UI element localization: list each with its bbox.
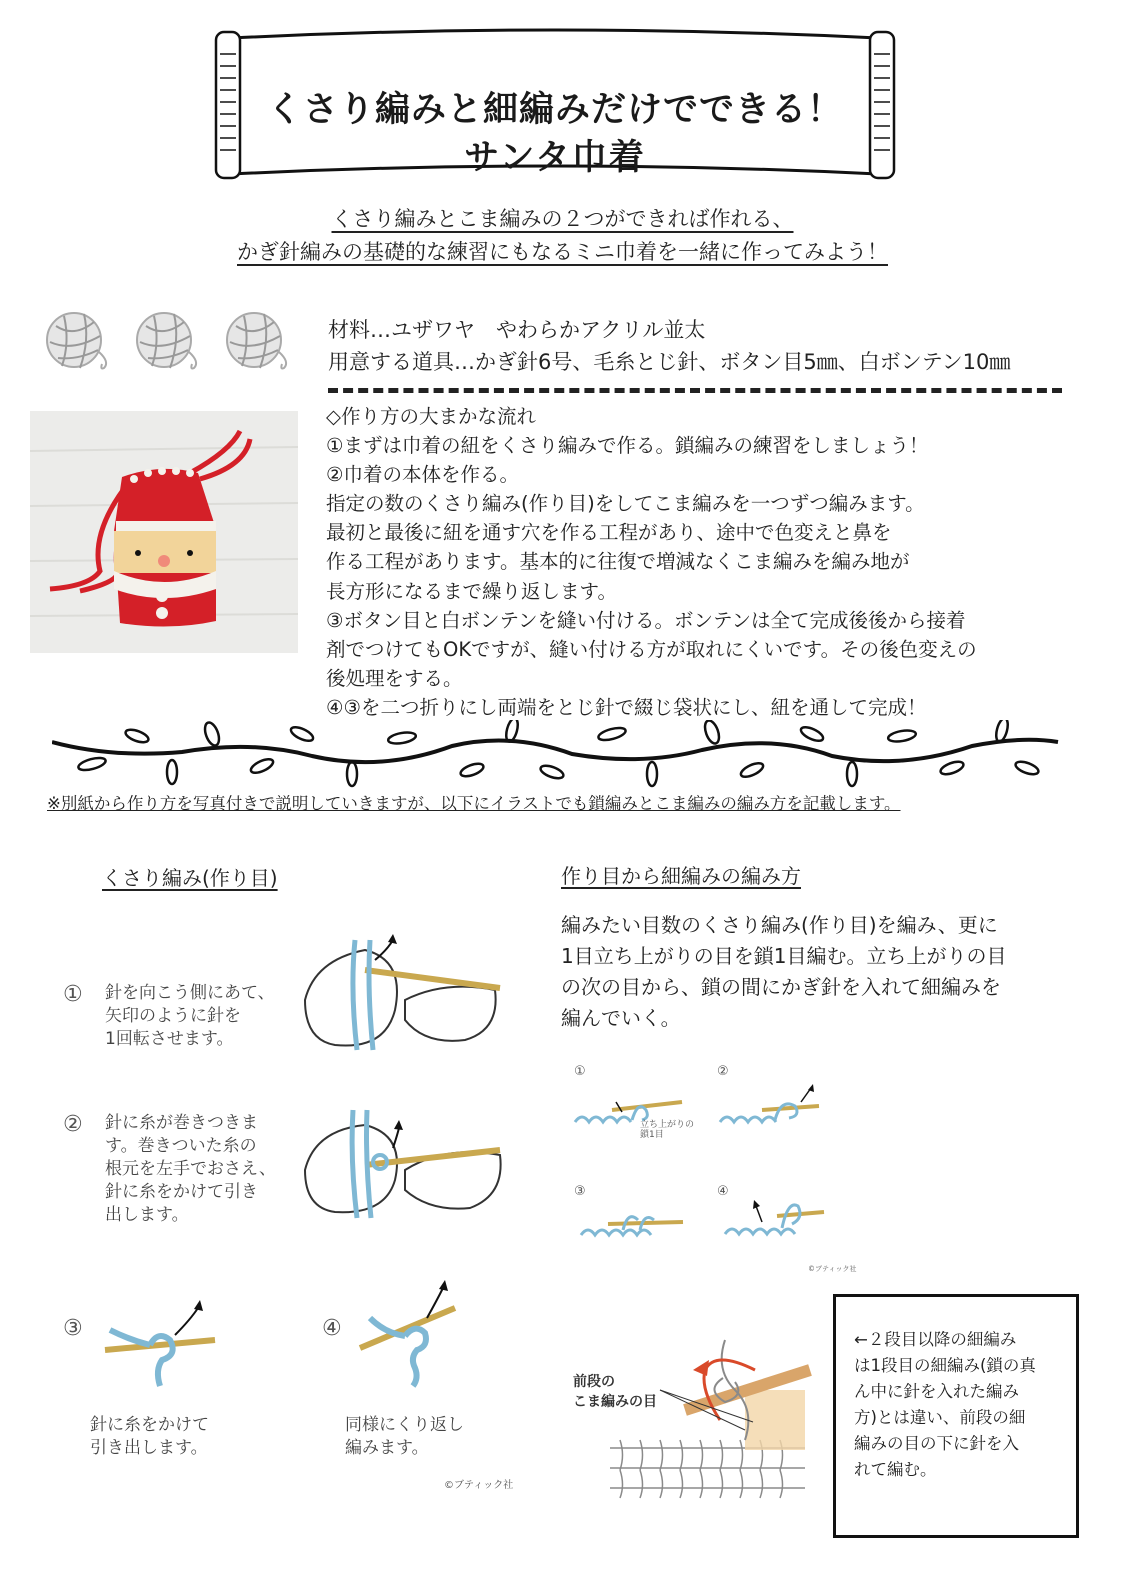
note-line: 編みの目の下に針を入 [854, 1434, 1019, 1453]
step-text-line: 編みます。 [345, 1438, 429, 1458]
chain-step-4-text [345, 1414, 464, 1460]
note-line: ん中に針を入れた編み [854, 1382, 1019, 1401]
description-line: 編んでいく。 [561, 1006, 681, 1030]
process-line: ①まずは巾着の紐をくさり編みで作る。鎖編みの練習をしましょう！ [326, 434, 929, 458]
step-text-line: 針に糸をかけて引き [105, 1182, 258, 1202]
step-number: ④ [322, 1316, 342, 1341]
description-line: 1目立ち上がりの目を鎖1目編む。立ち上がりの目 [561, 944, 1007, 968]
intro-line-1 [0, 203, 1125, 233]
back-row-note-text [854, 1327, 1036, 1483]
step-number: ② [63, 1112, 83, 1137]
back-stitch-illustration [605, 1330, 815, 1500]
chain-step-2-illustration [295, 1100, 510, 1225]
illustration-note: ※別紙から作り方を写真付きで説明していきますが、以下にイラストでも鎖編みとこま編みの編み方を記載します。 [47, 794, 901, 813]
materials-line: 材料…ユザワヤ やわらかアクリル並太 [328, 318, 706, 342]
step-text-line: 矢印のように針を [105, 1006, 241, 1026]
process-line: 最初と最後に紐を通す穴を作る工程があり、途中で色変えと鼻を [326, 521, 892, 545]
dashed-divider [328, 388, 1062, 393]
step-text-line: 出します。 [105, 1205, 189, 1225]
step-number: ① [63, 982, 83, 1007]
label-line: こま編みの目 [573, 1394, 657, 1410]
title-line-2: サンタ巾着 [464, 138, 646, 178]
back-row-note-box [833, 1294, 1079, 1538]
step-text-line: 1回転させます。 [105, 1029, 234, 1049]
diagram-number: ① [574, 1064, 586, 1079]
intro-line-1-text: くさり編みとこま編みの２つができれば作れる、 [331, 207, 794, 231]
diagram-label: 立ち上がりの鎖1目 [640, 1120, 695, 1140]
process-line: ②巾着の本体を作る。 [326, 463, 519, 487]
santa-pouch-photo [30, 411, 298, 653]
chain-step-3-text [90, 1414, 209, 1460]
chain-step-1-illustration [295, 930, 510, 1060]
chain-step-3-illustration [100, 1300, 220, 1390]
sc-diagram-2 [717, 1082, 822, 1132]
process-line: 作る工程があります。基本的に往復で増減なくこま編みを編み地が [326, 550, 910, 574]
label-line: 前段の [573, 1374, 615, 1390]
description-line: 編みたい目数のくさり編み(作り目)を編み、更に [561, 913, 998, 937]
step-text-line: 根元を左手でおさえ、 [105, 1159, 277, 1179]
note-line: 方)とは違い、前段の細 [854, 1408, 1026, 1427]
title-line-1: くさり編みと細編みだけでできる！ [266, 90, 843, 130]
copyright-text: ©ブティック社 [808, 1265, 857, 1273]
step-text-line: す。巻きついた糸の [105, 1136, 257, 1156]
chain-step-2-text [105, 1112, 276, 1227]
yarn-ball-icon [224, 308, 294, 372]
note-line: は1段目の細編み(鎖の真 [854, 1356, 1036, 1375]
step-text-line: 針に糸をかけて [90, 1415, 209, 1435]
process-line: 長方形になるまで繰り返します。 [326, 579, 617, 603]
chain-stitch-heading: くさり編み(作り目) [102, 866, 278, 890]
sc-diagram-4 [722, 1192, 827, 1244]
step-text-line: 針に糸が巻きつきま [105, 1113, 258, 1133]
chain-step-1-text [105, 982, 275, 1051]
intro-line-2 [0, 236, 1125, 266]
chain-step-4-illustration [355, 1278, 465, 1388]
single-crochet-heading: 作り目から細編みの編み方 [561, 864, 801, 888]
sc-diagram-3 [578, 1200, 688, 1245]
diagram-number: ③ [574, 1184, 586, 1199]
diagram-number: ② [717, 1064, 729, 1079]
step-text-line: 同様にくり返し [345, 1415, 464, 1435]
step-number: ③ [63, 1316, 83, 1341]
step-text-line: 引き出します。 [90, 1438, 208, 1458]
process-overview [326, 402, 1086, 722]
yarn-ball-icon [44, 308, 114, 372]
single-crochet-description [561, 910, 1071, 1034]
process-line: ③ボタン目と白ボンテンを縫い付ける。ボンテンは全て完成後後から接着 [326, 608, 966, 632]
vine-divider [52, 720, 1060, 790]
process-line: 後処理をする。 [326, 666, 463, 690]
description-line: の次の目から、鎖の間にかぎ針を入れて細編みを [561, 975, 1001, 999]
copyright-text: ©ブティック社 [444, 1480, 514, 1491]
yarn-ball-icon [134, 308, 204, 372]
intro-line-2-text: かぎ針編みの基礎的な練習にもなるミニ巾着を一緒に作ってみよう！ [237, 240, 888, 264]
tools-line: 用意する道具…かぎ針6号、毛糸とじ針、ボタン目5㎜、白ボンテン10㎜ [328, 350, 1011, 374]
step-text-line: 針を向こう側にあて、 [105, 983, 275, 1003]
process-heading: ◇作り方の大まかな流れ [326, 405, 536, 428]
process-line: 剤でつけてもOKですが、縫い付ける方が取れにくいです。その後色変えの [326, 637, 977, 661]
title-banner [210, 24, 900, 184]
diagram-number: ④ [717, 1184, 729, 1199]
process-line: ④③を二つ折りにし両端をとじ針で綴じ袋状にし、紐を通して完成！ [326, 695, 927, 719]
note-line: れて編む。 [854, 1460, 937, 1479]
note-line: ←２段目以降の細編み [854, 1330, 1017, 1349]
process-line: 指定の数のくさり編み(作り目)をしてこま編みを一つずつ編みます。 [326, 492, 925, 516]
